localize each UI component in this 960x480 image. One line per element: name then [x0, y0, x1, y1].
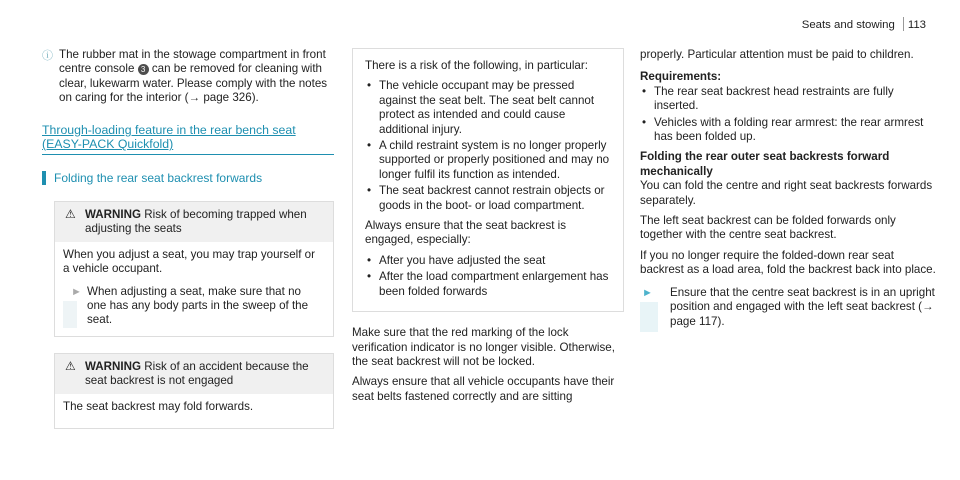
risk-intro: There is a risk of the following, in particular: [365, 59, 588, 72]
list-item: • The rear seat backrest head restraints are fully inserted. [640, 85, 940, 114]
action-step [63, 285, 323, 328]
list-item: • The vehicle occupant may be pressed against the seat belt. The seat belt cannot protect as intended and could cause additional injury. [365, 79, 611, 137]
paragraph: If you no longer require the folded-down rear seat backrest as a load area, fold the backrest back into place. [640, 248, 936, 277]
warning-title: Risk of an accident because the seat backrest is not engaged [85, 359, 309, 388]
warning-header [55, 354, 333, 394]
step-bar [63, 301, 77, 328]
subsection-title [42, 171, 334, 185]
warning-text: When you adjust a seat, you may trap yourself or a vehicle occupant. [63, 247, 315, 276]
subsection-title-text: Folding the rear seat backrest forwards [54, 170, 263, 185]
requirements-list [640, 85, 940, 145]
step-text: When adjusting a seat, make sure that no one has any body parts in the sweep of the seat. [87, 284, 309, 327]
callout-marker: 3 [138, 64, 149, 75]
continued-text: properly. Particular attention must be paid to children. [640, 48, 914, 61]
info-note [42, 48, 334, 106]
warning-title: Risk of becoming trapped when adjusting the seats [85, 208, 307, 236]
warning-text: The seat backrest may fold forwards. [63, 399, 254, 413]
list-item: • After the load compartment enlargement has been folded forwards [365, 270, 611, 299]
warning-box-trapped [54, 201, 334, 337]
note-text-pre: The rubber mat in the stowage compartment in front centre console [59, 48, 326, 76]
requirements-label: Requirements: [640, 70, 722, 84]
action-step [640, 286, 940, 329]
page-header [802, 17, 926, 32]
column-right [640, 48, 940, 329]
step-bar [640, 302, 658, 332]
seat-belt-paragraph: Always ensure that all vehicle occupants have their seat belts fastened correctly and are sitting [352, 375, 615, 403]
paragraph: You can fold the centre and right seat backrests forwards separately. [640, 179, 933, 207]
warning-header [55, 202, 333, 242]
procedure-heading: Folding the rear outer seat backrests forward mechanically [640, 150, 890, 178]
paragraph: The left seat backrest can be folded forwards only together with the centre seat backrest. [640, 214, 896, 242]
warning-box-accident [54, 353, 334, 429]
header-section-title: Seats and stowing [801, 19, 895, 31]
warning-label: WARNING [85, 208, 142, 222]
list-item: • A child restraint system is no longer properly supported or properly positioned and may no longer fulfil its function as intended. [365, 139, 611, 182]
risk-list [365, 79, 611, 213]
header-divider [903, 17, 904, 31]
column-left [42, 48, 334, 429]
note-text-post: can be removed for cleaning with clear, lukewarm water. Please comply with the notes on caring for the interior (→ page 326). [59, 62, 328, 105]
warning-triangle-icon: ⚠ [65, 207, 76, 222]
list-item: • After you have adjusted the seat [365, 254, 611, 268]
lock-indicator-paragraph: Make sure that the red marking of the lock verification indicator is no longer visible. Otherwise, the seat backrest will not be locked. [352, 326, 615, 368]
section-title-line1: Through-loading feature in the rear bench seat [42, 122, 296, 137]
list-item: • Vehicles with a folding rear armrest: the rear armrest has been folded up. [640, 116, 940, 145]
step-text: Ensure that the centre seat backrest is in an upright position and engaged with the left seat backrest (→ page 117). [670, 285, 935, 328]
page-number: 113 [907, 19, 926, 31]
subsection-marker [42, 171, 46, 185]
warning-triangle-icon: ⚠ [65, 358, 76, 373]
warning-body [55, 394, 333, 428]
step-arrow-icon: ► [71, 285, 82, 298]
column-middle [352, 48, 624, 410]
list-item: • The seat backrest cannot restrain objects or goods in the boot- or load compartment. [365, 184, 611, 213]
warning-body [55, 242, 333, 336]
always-ensure-text: Always ensure that the seat backrest is engaged, especially: [365, 219, 567, 247]
section-title [42, 123, 334, 155]
engaged-list [365, 254, 611, 299]
section-title-line2: (EASY-PACK Quickfold) [42, 137, 174, 152]
info-icon: ⓘ [42, 50, 53, 62]
warning-continuation-panel [352, 48, 624, 312]
step-arrow-icon: ► [642, 286, 653, 299]
warning-label: WARNING [85, 359, 142, 373]
